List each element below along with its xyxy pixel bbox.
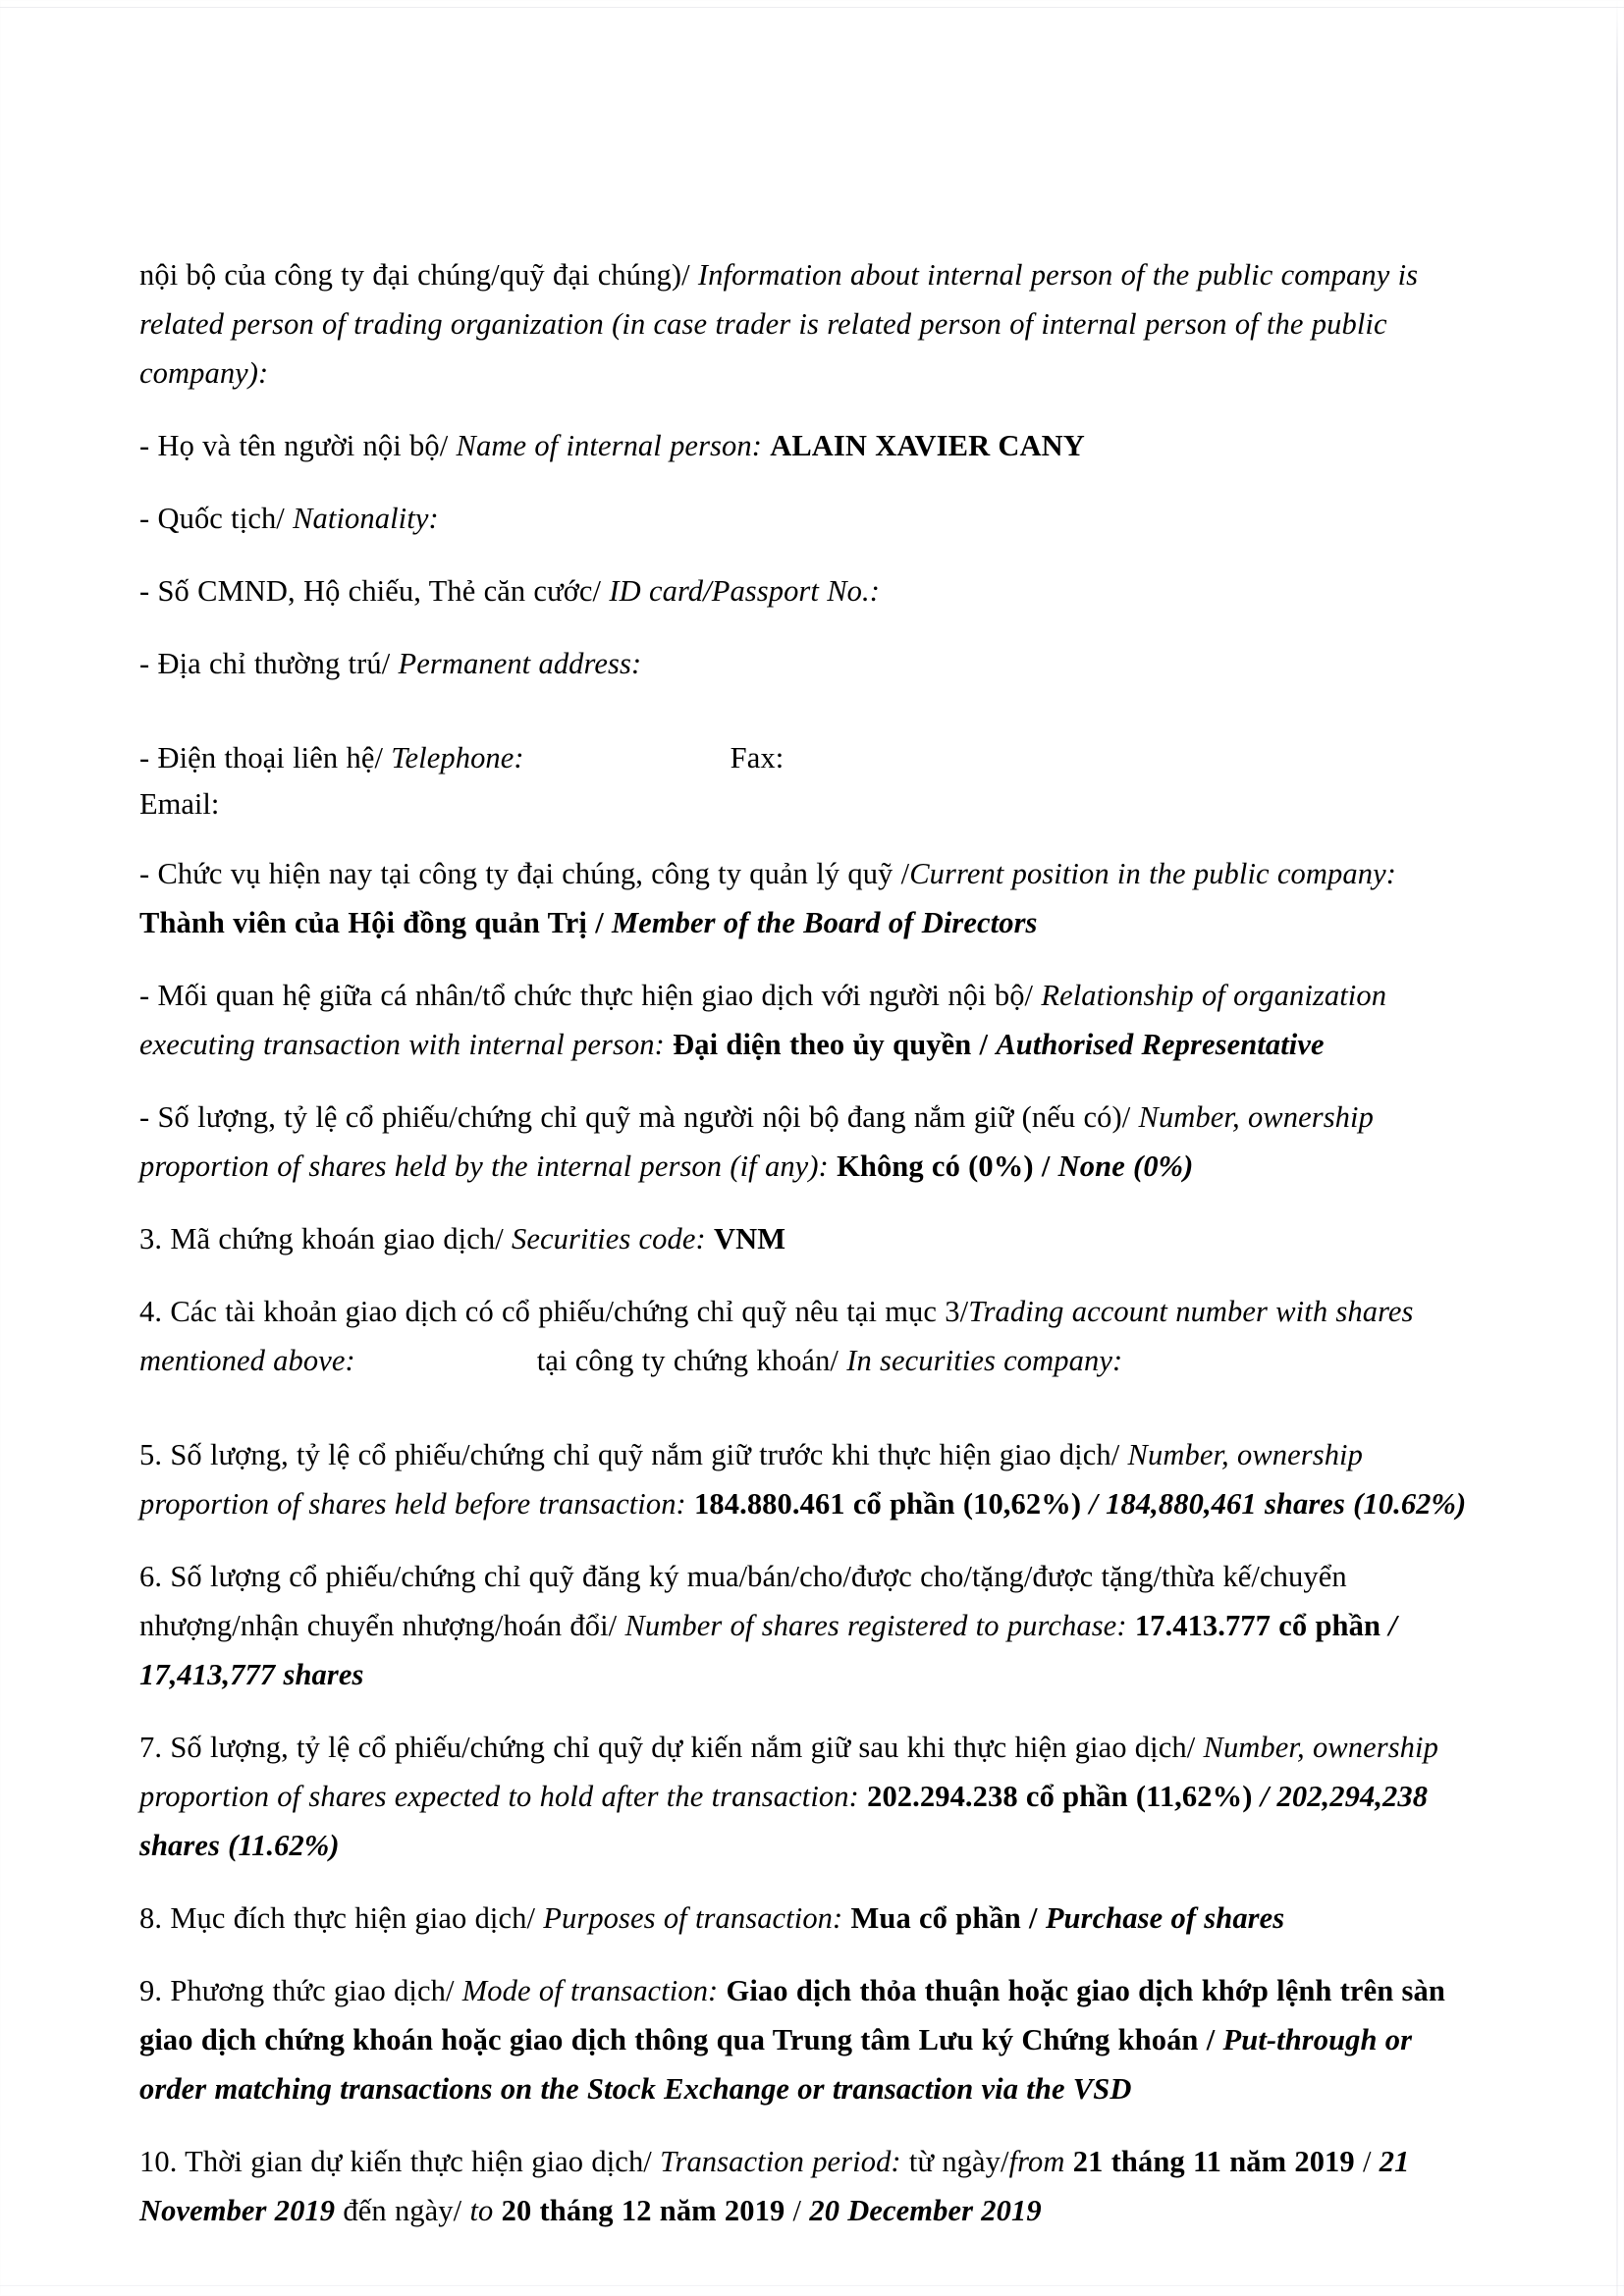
field-name-of-internal-person	[139, 421, 1475, 470]
item-3-value: VNM	[714, 1222, 786, 1255]
item-3-label-english: Securities code:	[512, 1222, 715, 1255]
field-permanent-address	[139, 639, 1475, 688]
item-5-label-vietnamese: Số lượng, tỷ lệ cổ phiếu/chứng chỉ quỹ nắm giữ trước khi thực hiện giao dịch/	[170, 1438, 1128, 1471]
item-7-value-english: 202,294,238 shares (11.62%)	[139, 1780, 1429, 1862]
position-value-separator: /	[586, 906, 612, 939]
item-10-transaction-period	[139, 2137, 1475, 2235]
document-body	[139, 250, 1475, 2235]
field-current-position	[139, 849, 1475, 947]
id-card-label-vietnamese: - Số CMND, Hộ chiếu, Thẻ căn cước/	[139, 574, 610, 608]
item-7-number: 7.	[139, 1731, 171, 1764]
nationality-label-vietnamese: - Quốc tịch/	[139, 502, 294, 535]
item-10-from-date-vietnamese: 21 tháng 11 năm 2019	[1072, 2145, 1355, 2178]
item-7-shares-after-transaction	[139, 1723, 1475, 1870]
item-7-value-separator: /	[1252, 1780, 1277, 1813]
relationship-value-separator: /	[971, 1028, 997, 1061]
item-10-to-date-english: 20 December 2019	[809, 2194, 1042, 2227]
scan-edge-right	[1616, 0, 1618, 2296]
position-label-english: Current position in the public company:	[909, 857, 1396, 890]
id-card-label-english: ID card/Passport No.:	[609, 574, 880, 608]
item-9-label-vietnamese: Phương thức giao dịch/	[170, 1974, 462, 2007]
item-10-separator-2: /	[785, 2194, 810, 2227]
item-7-label-vietnamese: Số lượng, tỷ lệ cổ phiếu/chứng chỉ quỹ dự kiến nắm giữ sau khi thực hiện giao dịch/	[170, 1731, 1204, 1764]
item-9-value-separator: /	[1198, 2023, 1223, 2056]
item-6-label-english: Number of shares registered to purchase:	[624, 1609, 1135, 1642]
field-shares-held-by-internal-person	[139, 1093, 1475, 1191]
field-id-card-passport	[139, 566, 1475, 615]
position-value-english: Member of the Board of Directors	[612, 906, 1038, 939]
relationship-value-english: Authorised Representative	[996, 1028, 1325, 1061]
item-10-number: 10.	[139, 2145, 186, 2178]
intro-vietnamese: nội bộ của công ty đại chúng/quỹ đại chúng)/	[139, 258, 698, 292]
item-9-value-vietnamese: Giao dịch thỏa thuận hoặc giao dịch khớp lệnh trên sàn giao dịch chứng khoán hoặc giao dịch thông qua Trung tâm Lưu ký Chứng khoán	[139, 1974, 1445, 2056]
item-6-value-separator: /	[1380, 1609, 1397, 1642]
shares-held-value-english: None (0%)	[1057, 1149, 1194, 1183]
item-10-from-date-english: 21 November 2019	[139, 2145, 1410, 2227]
item-6-shares-registered	[139, 1552, 1475, 1699]
item-9-label-english: Mode of transaction:	[461, 1974, 727, 2007]
item-6-label-vietnamese: Số lượng cổ phiếu/chứng chỉ quỹ đăng ký mua/bán/cho/được cho/tặng/được tặng/thừa kế/chuyển nhượng/nhận chuyển nhượng/hoán đổi/	[139, 1560, 1347, 1642]
item-6-value-english: 17,413,777 shares	[139, 1658, 364, 1691]
email-label: Email:	[139, 787, 220, 821]
name-label-vietnamese: - Họ và tên người nội bộ/	[139, 429, 457, 462]
item-4-trading-account	[139, 1287, 1475, 1385]
item-3-label-vietnamese: Mã chứng khoán giao dịch/	[170, 1222, 513, 1255]
item-10-from-vietnamese: từ ngày/	[908, 2145, 1009, 2178]
item-3-securities-code	[139, 1214, 1475, 1263]
field-email	[139, 782, 1475, 826]
item-8-value-vietnamese: Mua cổ phần	[850, 1901, 1021, 1935]
item-10-to-date-vietnamese: 20 tháng 12 năm 2019	[501, 2194, 785, 2227]
address-label-english: Permanent address:	[398, 647, 642, 680]
item-5-value-vietnamese: 184.880.461 cổ phần (10,62%)	[694, 1487, 1082, 1521]
fax-label: Fax:	[730, 741, 785, 774]
paragraph-intro	[139, 250, 1475, 398]
item-6-number: 6.	[139, 1560, 171, 1593]
item-4-label-vietnamese-2: tại công ty chứng khoán/	[536, 1344, 847, 1377]
name-value: ALAIN XAVIER CANY	[770, 429, 1085, 462]
position-value-vietnamese: Thành viên của Hội đồng quản Trị	[139, 906, 587, 939]
field-relationship	[139, 971, 1475, 1069]
item-7-label-english: Number, ownership proportion of shares expected to hold after the transaction:	[139, 1731, 1438, 1813]
relationship-label-vietnamese: - Mối quan hệ giữa cá nhân/tổ chức thực hiện giao dịch với người nội bộ/	[139, 979, 1042, 1012]
item-9-number: 9.	[139, 1974, 171, 2007]
item-5-shares-before-transaction	[139, 1430, 1475, 1528]
item-9-value-english: Put-through or order matching transactions on the Stock Exchange or transaction via the VSD	[139, 2023, 1413, 2106]
item-8-label-vietnamese: Mục đích thực hiện giao dịch/	[170, 1901, 544, 1935]
shares-held-label-vietnamese: - Số lượng, tỷ lệ cổ phiếu/chứng chỉ quỹ mà người nội bộ đang nắm giữ (nếu có)/	[139, 1100, 1139, 1134]
item-10-to-vietnamese: đến ngày/	[335, 2194, 470, 2227]
field-telephone-fax	[139, 733, 1475, 782]
item-6-value-vietnamese: 17.413.777 cổ phần	[1134, 1609, 1381, 1642]
item-10-label-english: Transaction period:	[660, 2145, 909, 2178]
shares-held-value-separator: /	[1033, 1149, 1058, 1183]
item-8-value-english: Purchase of shares	[1045, 1901, 1285, 1935]
field-nationality	[139, 494, 1475, 543]
item-5-value-separator: /	[1081, 1487, 1107, 1521]
item-4-label-english: Trading account number with shares mentioned above:	[139, 1295, 1414, 1377]
scan-edge-top	[0, 7, 1624, 8]
shares-held-value-vietnamese: Không có (0%)	[837, 1149, 1034, 1183]
item-5-label-english: Number, ownership proportion of shares held before transaction:	[139, 1438, 1363, 1521]
telephone-label-english: Telephone:	[391, 741, 524, 774]
item-10-separator-1: /	[1354, 2145, 1380, 2178]
item-10-from-english: from	[1008, 2145, 1073, 2178]
item-4-label-english-2: In securities company:	[846, 1344, 1123, 1377]
telephone-label-vietnamese: - Điện thoại liên hệ/	[139, 741, 392, 774]
item-5-number: 5.	[139, 1438, 171, 1471]
relationship-value-vietnamese: Đại diện theo ủy quyền	[673, 1028, 972, 1061]
relationship-label-english: Relationship of organization executing transaction with internal person:	[139, 979, 1387, 1061]
address-label-vietnamese: - Địa chỉ thường trú/	[139, 647, 399, 680]
scan-edge-bottom	[0, 2285, 1624, 2286]
shares-held-label-english: Number, ownership proportion of shares held by the internal person (if any):	[139, 1100, 1374, 1183]
item-8-number: 8.	[139, 1901, 171, 1935]
item-4-number: 4.	[139, 1295, 171, 1328]
intro-english: Information about internal person of the public company is related person of trading organization (in case trader is related person of internal person of the public company):	[139, 258, 1419, 390]
item-10-label-vietnamese: Thời gian dự kiến thực hiện giao dịch/	[185, 2145, 661, 2178]
position-label-vietnamese: - Chức vụ hiện nay tại công ty đại chúng, công ty quản lý quỹ /	[139, 857, 910, 890]
item-5-value-english: 184,880,461 shares (10.62%)	[1106, 1487, 1467, 1521]
nationality-label-english: Nationality:	[293, 502, 439, 535]
item-8-purposes	[139, 1894, 1475, 1943]
item-7-value-vietnamese: 202.294.238 cổ phần (11,62%)	[867, 1780, 1253, 1813]
name-label-english: Name of internal person:	[456, 429, 771, 462]
item-9-mode-of-transaction	[139, 1966, 1475, 2113]
item-10-to-english: to	[469, 2194, 502, 2227]
item-4-label-vietnamese: Các tài khoản giao dịch có cổ phiếu/chứng chỉ quỹ nêu tại mục 3/	[170, 1295, 969, 1328]
item-3-number: 3.	[139, 1222, 171, 1255]
item-8-value-separator: /	[1020, 1901, 1046, 1935]
item-8-label-english: Purposes of transaction:	[543, 1901, 851, 1935]
